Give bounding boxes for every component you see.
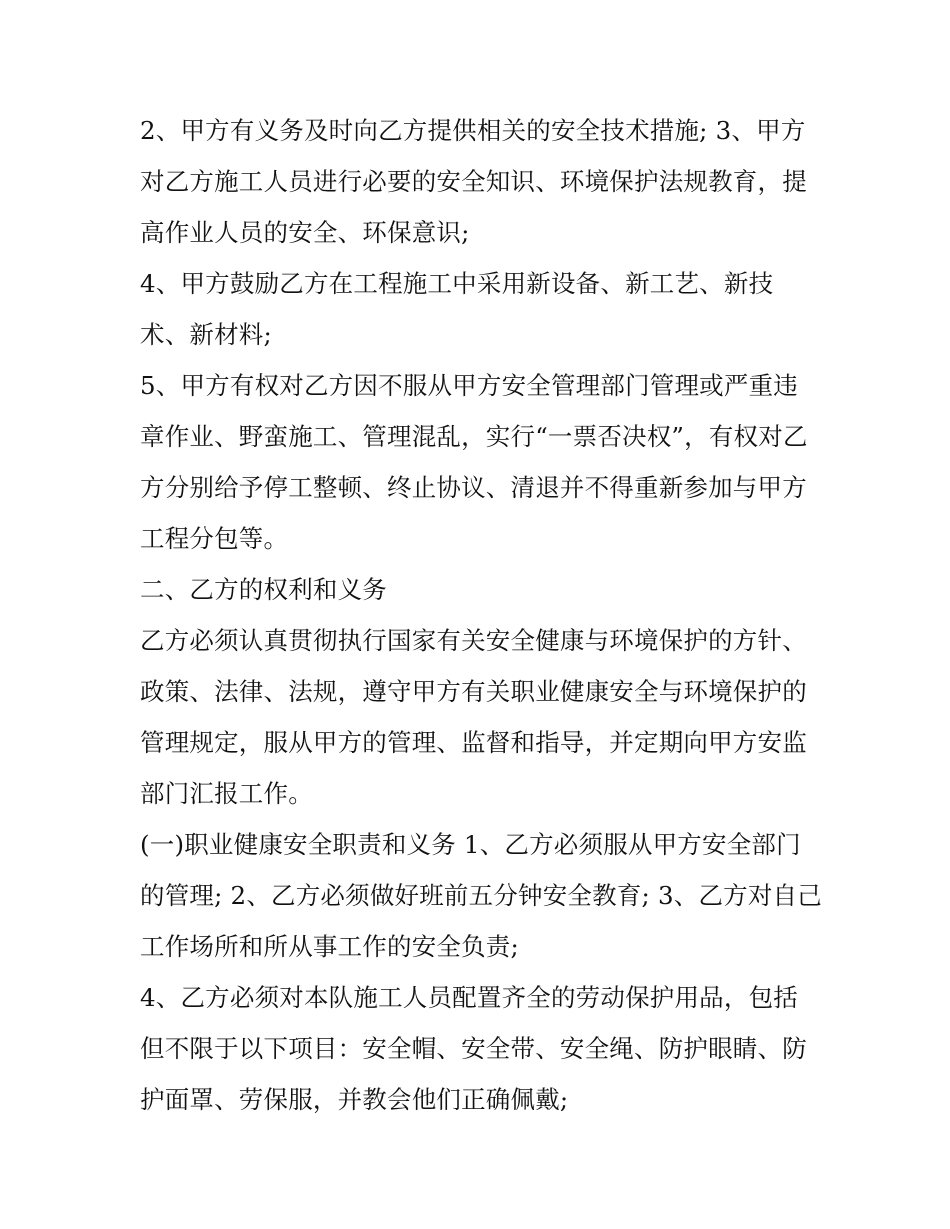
text-line: 章作业、野蛮施工、管理混乱，实行“一票否决权”，有权对乙 [140, 422, 808, 451]
text-line: 4、甲方鼓励乙方在工程施工中采用新设备、新工艺、新技 [140, 269, 774, 298]
text-line: 但不限于以下项目：安全帽、安全带、安全绳、防护眼睛、防 [140, 1034, 807, 1063]
text-line: (一)职业健康安全职责和义务 1、乙方必须服从甲方安全部门 [140, 830, 801, 859]
text-line: 方分别给予停工整顿、终止协议、清退并不得重新参加与甲方 [140, 473, 807, 502]
text-line: 4、乙方必须对本队施工人员配置齐全的劳动保护用品，包括 [140, 983, 798, 1012]
text-line: 乙方必须认真贯彻执行国家有关安全健康与环境保护的方针、 [140, 626, 807, 655]
text-line: 护面罩、劳保服，并教会他们正确佩戴; [140, 1085, 569, 1114]
text-line: 部门汇报工作。 [140, 779, 313, 808]
text-line: 工程分包等。 [140, 524, 289, 553]
text-line: 2、甲方有义务及时向乙方提供相关的安全技术措施; 3、甲方 [140, 116, 806, 145]
text-line: 术、新材料; [140, 320, 272, 349]
document-body [140, 105, 820, 1125]
text-line: 高作业人员的安全、环保意识; [140, 218, 470, 247]
text-line: 管理规定，服从甲方的管理、监督和指导，并定期向甲方安监 [140, 728, 807, 757]
text-line: 5、甲方有权对乙方因不服从甲方安全管理部门管理或严重违 [140, 371, 798, 400]
text-line: 对乙方施工人员进行必要的安全知识、环境保护法规教育，提 [140, 167, 807, 196]
text-line: 工作场所和所从事工作的安全负责; [140, 932, 519, 961]
text-line: 政策、法律、法规，遵守甲方有关职业健康安全与环境保护的 [140, 677, 807, 706]
text-line: 的管理; 2、乙方必须做好班前五分钟安全教育; 3、乙方对自己 [140, 881, 822, 910]
section-heading: 二、乙方的权利和义务 [140, 575, 387, 604]
